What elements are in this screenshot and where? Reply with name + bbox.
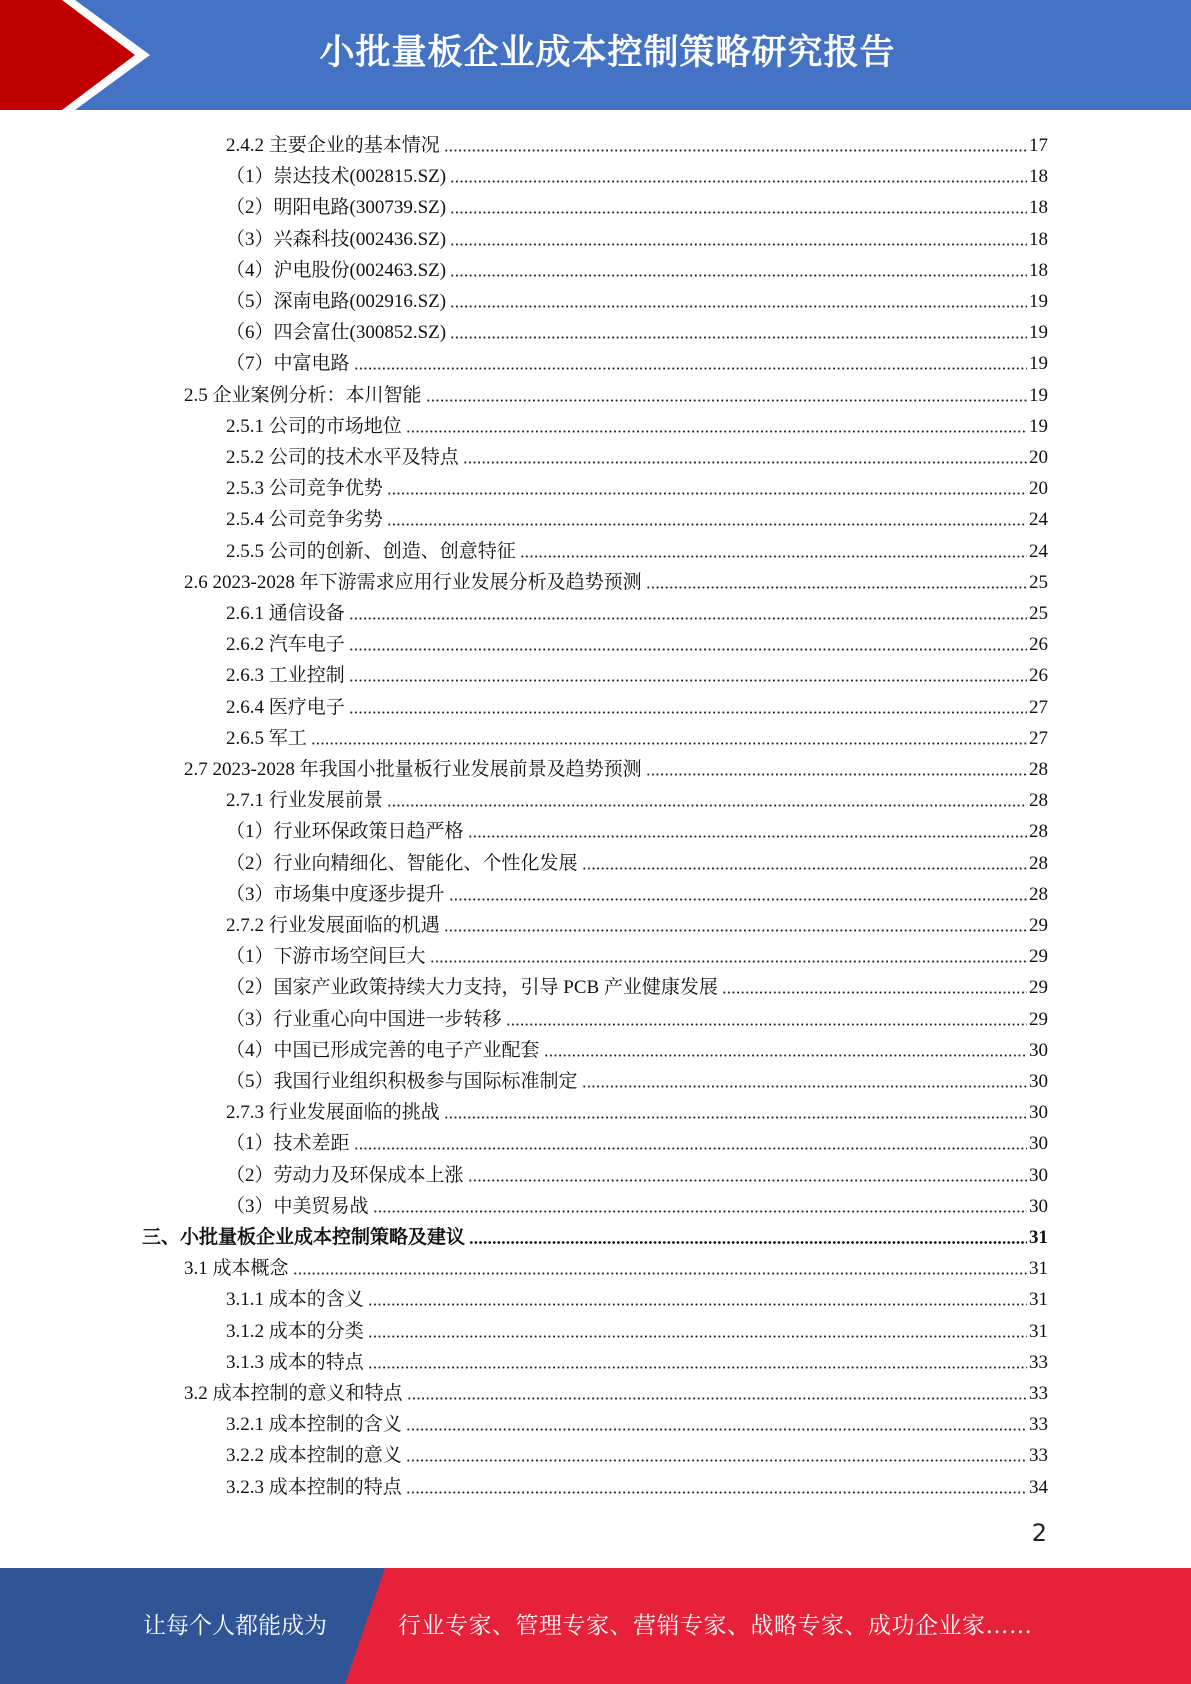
toc-entry-page: 30 — [1029, 1039, 1048, 1061]
toc-entry-title: 2.6.4 医疗电子 — [226, 696, 345, 718]
toc-dot-leader — [349, 647, 1027, 652]
toc-entry-page: 26 — [1029, 665, 1048, 687]
toc-dot-leader — [406, 429, 1027, 434]
toc-entry[interactable] — [226, 782, 1048, 813]
toc-entry[interactable] — [142, 1219, 1048, 1250]
toc-entry[interactable] — [226, 158, 1048, 189]
toc-entry-page: 17 — [1029, 135, 1048, 156]
toc-entry-title: （5）我国行业组织积极参与国际标准制定 — [226, 1071, 578, 1092]
toc-dot-leader — [450, 210, 1027, 215]
toc-dot-leader — [349, 710, 1027, 715]
toc-entry-page: 19 — [1029, 415, 1048, 437]
toc-entry-title: 2.5 企业案例分析：本川智能 — [184, 384, 422, 406]
toc-entry[interactable] — [226, 439, 1048, 470]
toc-entry-title: （2）国家产业政策持续大力支持，引导 PCB 产业健康发展 — [226, 977, 718, 999]
toc-entry-page: 31 — [1029, 1258, 1048, 1280]
toc-dot-leader — [469, 1240, 1027, 1245]
toc-dot-leader — [293, 1271, 1027, 1276]
toc-dot-leader — [311, 741, 1027, 746]
toc-dot-leader — [354, 366, 1027, 371]
toc-entry-page: 24 — [1029, 509, 1048, 531]
toc-entry-page: 18 — [1029, 197, 1048, 219]
toc-entry[interactable] — [226, 1063, 1048, 1094]
toc-dot-leader — [450, 273, 1027, 278]
toc-entry-page: 33 — [1029, 1445, 1048, 1467]
toc-entry[interactable] — [226, 189, 1048, 220]
toc-entry-page: 30 — [1029, 1102, 1048, 1124]
toc-entry[interactable] — [226, 1313, 1048, 1344]
toc-entry-page: 30 — [1029, 1164, 1048, 1186]
toc-dot-leader — [582, 866, 1027, 871]
footer-slogan-left: 让每个人都能成为 — [143, 1613, 327, 1639]
toc-dot-leader — [387, 803, 1027, 808]
toc-entry[interactable] — [226, 501, 1048, 532]
toc-entry[interactable] — [226, 1001, 1048, 1032]
toc-entry[interactable] — [226, 1437, 1048, 1468]
toc-entry-title: （3）行业重心向中国进一步转移 — [226, 1008, 502, 1030]
toc-entry-title: （5）深南电路(002916.SZ) — [226, 291, 447, 312]
toc-entry-page: 18 — [1029, 228, 1048, 250]
toc-entry-title: 2.6.1 通信设备 — [226, 603, 345, 624]
page-header — [0, 0, 1191, 110]
toc-dot-leader — [444, 928, 1027, 933]
toc-entry-page: 28 — [1029, 821, 1048, 843]
page-number: 2 — [1031, 1519, 1047, 1547]
toc-entry[interactable] — [226, 595, 1048, 626]
toc-entry[interactable] — [226, 720, 1048, 751]
toc-entry[interactable] — [226, 1281, 1048, 1312]
toc-entry-title: 2.6.5 军工 — [226, 727, 307, 749]
toc-dot-leader — [406, 1427, 1027, 1432]
toc-entry-page: 28 — [1029, 883, 1048, 905]
toc-dot-leader — [468, 834, 1027, 839]
toc-entry-title: 2.7.1 行业发展前景 — [226, 790, 383, 812]
toc-entry-title: 3.1 成本概念 — [184, 1258, 289, 1280]
toc-entry-title: 3.2.3 成本控制的特点 — [226, 1476, 402, 1498]
toc-entry-title: 3.1.3 成本的特点 — [226, 1351, 364, 1373]
toc-entry-title: （3）兴森科技(002436.SZ) — [226, 228, 447, 250]
toc-entry[interactable] — [226, 1094, 1048, 1125]
toc-dot-leader — [450, 179, 1027, 184]
toc-dot-leader — [646, 585, 1027, 590]
toc-dot-leader — [406, 1458, 1027, 1463]
toc-entry-title: 2.5.4 公司竞争劣势 — [226, 509, 383, 531]
toc-entry-title: 2.6.2 汽车电子 — [226, 634, 345, 656]
toc-dot-leader — [722, 990, 1027, 995]
toc-entry[interactable] — [226, 907, 1048, 938]
toc-entry-page: 30 — [1029, 1133, 1048, 1155]
toc-entry[interactable] — [226, 1125, 1048, 1156]
toc-entry-page: 33 — [1029, 1383, 1048, 1404]
toc-entry-page: 29 — [1029, 915, 1048, 936]
toc-entry-title: （6）四会富仕(300852.SZ) — [226, 322, 447, 344]
toc-entry-title: 2.4.2 主要企业的基本情况 — [226, 135, 440, 156]
toc-entry-title: （1）行业环保政策日趋严格 — [226, 821, 464, 843]
toc-entry-page: 25 — [1029, 603, 1048, 624]
toc-dot-leader — [368, 1302, 1027, 1307]
toc-entry[interactable] — [226, 283, 1048, 314]
report-title: 小批量板企业成本控制策略研究报告 — [319, 33, 896, 73]
toc-entry[interactable] — [226, 845, 1048, 876]
toc-entry-page: 19 — [1029, 322, 1048, 344]
toc-entry-page: 28 — [1029, 759, 1048, 780]
toc-entry[interactable] — [226, 876, 1048, 907]
toc-dot-leader — [349, 616, 1027, 621]
toc-entry-page: 30 — [1029, 1071, 1048, 1092]
toc-dot-leader — [368, 1334, 1027, 1339]
toc-entry[interactable] — [184, 1375, 1048, 1406]
toc-dot-leader — [430, 959, 1027, 964]
toc-entry-title: （1）技术差距 — [226, 1133, 350, 1155]
toc-entry[interactable] — [184, 1250, 1048, 1281]
toc-entry[interactable] — [184, 564, 1048, 595]
toc-entry-page: 31 — [1029, 1320, 1048, 1342]
toc-entry-title: 3.1.2 成本的分类 — [226, 1320, 364, 1342]
toc-entry[interactable] — [184, 751, 1048, 782]
toc-entry-title: 3.2.1 成本控制的含义 — [226, 1414, 402, 1436]
toc-entry-title: 2.5.2 公司的技术水平及特点 — [226, 447, 459, 468]
toc-dot-leader — [582, 1084, 1027, 1089]
toc-dot-leader — [426, 398, 1027, 403]
toc-entry-page: 27 — [1029, 727, 1048, 749]
toc-dot-leader — [407, 1396, 1027, 1401]
toc-entry-page: 24 — [1029, 540, 1048, 562]
toc-entry[interactable] — [226, 127, 1048, 158]
toc-entry[interactable] — [184, 377, 1048, 408]
toc-entry-page: 29 — [1029, 977, 1048, 999]
toc-entry[interactable] — [226, 314, 1048, 345]
toc-dot-leader — [349, 678, 1027, 683]
toc-entry-title: （1）下游市场空间巨大 — [226, 946, 426, 968]
toc-entry-page: 28 — [1029, 790, 1048, 812]
toc-dot-leader — [444, 1115, 1027, 1120]
toc-dot-leader — [520, 554, 1027, 559]
toc-entry-title: （3）市场集中度逐步提升 — [226, 883, 445, 905]
toc-entry-page: 33 — [1029, 1414, 1048, 1436]
toc-entry-page: 30 — [1029, 1195, 1048, 1217]
toc-entry-page: 28 — [1029, 852, 1048, 874]
toc-entry-title: 三、小批量板企业成本控制策略及建议 — [142, 1227, 466, 1248]
toc-entry[interactable] — [226, 252, 1048, 283]
toc-dot-leader — [450, 242, 1027, 247]
toc-entry-page: 18 — [1029, 259, 1048, 281]
toc-entry-page: 19 — [1029, 384, 1048, 406]
toc-entry-title: 2.7.2 行业发展面临的机遇 — [226, 915, 440, 936]
toc-entry-title: 2.5.1 公司的市场地位 — [226, 415, 402, 437]
toc-dot-leader — [449, 897, 1027, 902]
toc-entry-title: 2.5.5 公司的创新、创造、创意特征 — [226, 540, 516, 562]
toc-entry-page: 25 — [1029, 571, 1048, 593]
toc-entry-title: 2.6.3 工业控制 — [226, 665, 345, 687]
toc-entry-title: （4）中国已形成完善的电子产业配套 — [226, 1039, 540, 1061]
toc-entry-title: （1）崇达技术(002815.SZ) — [226, 166, 447, 188]
toc-entry[interactable] — [226, 408, 1048, 439]
toc-entry[interactable] — [226, 813, 1048, 844]
toc-entry[interactable] — [226, 1188, 1048, 1219]
toc-entry-title: 3.2 成本控制的意义和特点 — [184, 1383, 403, 1404]
toc-entry-title: 2.7 2023-2028 年我国小批量板行业发展前景及趋势预测 — [184, 759, 642, 780]
toc-entry[interactable] — [226, 626, 1048, 657]
toc-dot-leader — [450, 335, 1027, 340]
toc-entry-title: 3.2.2 成本控制的意义 — [226, 1445, 402, 1467]
toc-entry[interactable] — [226, 938, 1048, 969]
toc-dot-leader — [544, 1053, 1027, 1058]
toc-entry[interactable] — [226, 221, 1048, 252]
toc-entry[interactable] — [226, 1157, 1048, 1188]
toc-entry-title: （3）中美贸易战 — [226, 1195, 369, 1217]
toc-dot-leader — [368, 1365, 1027, 1370]
toc-entry-title: 2.5.3 公司竞争优势 — [226, 478, 383, 500]
toc-entry-page: 31 — [1029, 1289, 1048, 1311]
toc-entry-title: 2.7.3 行业发展面临的挑战 — [226, 1102, 440, 1124]
toc-dot-leader — [387, 491, 1027, 496]
toc-dot-leader — [406, 1490, 1027, 1495]
toc-entry-title: （7）中富电路 — [226, 353, 350, 375]
toc-entry-page: 19 — [1029, 291, 1048, 312]
footer-slogan-right: 行业专家、管理专家、营销专家、战略专家、成功企业家…… — [398, 1613, 1033, 1639]
toc-dot-leader — [387, 522, 1027, 527]
toc-entry[interactable] — [226, 657, 1048, 688]
toc-entry[interactable] — [226, 533, 1048, 564]
toc-entry-title: （2）行业向精细化、智能化、个性化发展 — [226, 852, 578, 874]
toc-entry-title: （4）沪电股份(002463.SZ) — [226, 259, 447, 281]
toc-entry-page: 20 — [1029, 447, 1048, 468]
toc-dot-leader — [506, 1022, 1027, 1027]
toc-entry[interactable] — [226, 470, 1048, 501]
toc-dot-leader — [373, 1209, 1027, 1214]
toc-dot-leader — [646, 772, 1027, 777]
toc-entry[interactable] — [226, 345, 1048, 376]
toc-entry-title: （2）明阳电路(300739.SZ) — [226, 197, 447, 219]
toc-entry-page: 29 — [1029, 946, 1048, 968]
toc-dot-leader — [444, 148, 1027, 153]
toc-entry[interactable] — [226, 689, 1048, 720]
toc-entry[interactable] — [226, 1032, 1048, 1063]
toc-entry-title: 3.1.1 成本的含义 — [226, 1289, 364, 1311]
page-footer — [0, 1568, 1191, 1684]
toc-entry-page: 27 — [1029, 696, 1048, 718]
toc-dot-leader — [463, 460, 1027, 465]
toc-entry[interactable] — [226, 1406, 1048, 1437]
toc-entry-title: （2）劳动力及环保成本上涨 — [226, 1164, 464, 1186]
toc-dot-leader — [450, 304, 1027, 309]
toc-entry-page: 26 — [1029, 634, 1048, 656]
toc-entry[interactable] — [226, 1344, 1048, 1375]
toc-entry[interactable] — [226, 1469, 1048, 1500]
toc-entry-page: 18 — [1029, 166, 1048, 188]
toc-dot-leader — [468, 1178, 1027, 1183]
toc-entry-page: 33 — [1029, 1351, 1048, 1373]
toc-entry-page: 20 — [1029, 478, 1048, 500]
toc-dot-leader — [354, 1146, 1027, 1151]
toc-entry-title: 2.6 2023-2028 年下游需求应用行业发展分析及趋势预测 — [184, 571, 642, 593]
toc-entry-page: 19 — [1029, 353, 1048, 375]
toc-entry-page: 34 — [1029, 1476, 1048, 1498]
toc-entry-page: 29 — [1029, 1008, 1048, 1030]
toc-entry[interactable] — [226, 969, 1048, 1000]
toc-entry-page: 31 — [1029, 1227, 1048, 1248]
